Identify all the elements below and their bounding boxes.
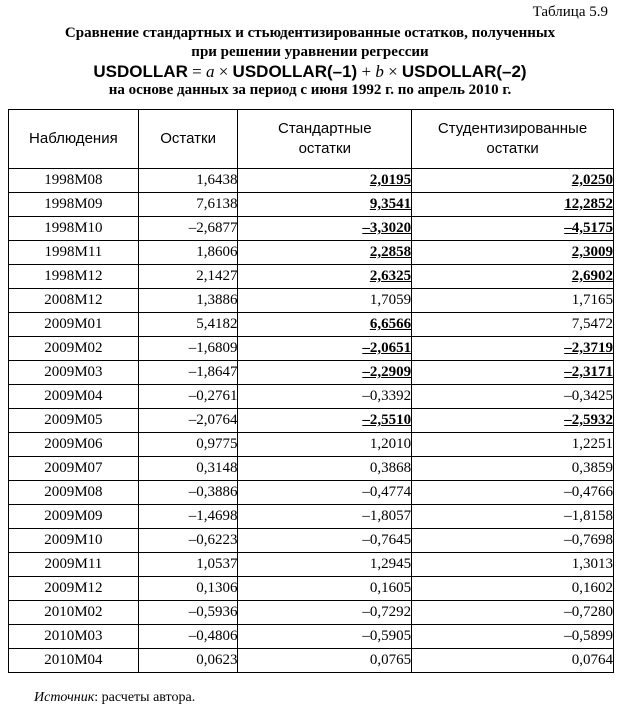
studentized-residual-cell: –2,5932 <box>412 409 614 433</box>
residual-cell: –1,4698 <box>138 505 238 529</box>
observation-cell: 2009M01 <box>9 313 139 337</box>
observation-cell: 2009M11 <box>9 553 139 577</box>
standard-residual-cell: 1,2010 <box>238 433 412 457</box>
col-header-observations: Наблюдения <box>9 110 139 169</box>
table-row <box>9 313 614 337</box>
residual-cell: –2,0764 <box>138 409 238 433</box>
residuals-table <box>8 109 614 673</box>
table-row <box>9 553 614 577</box>
table-row <box>9 529 614 553</box>
studentized-residual-cell: 0,0764 <box>412 649 614 673</box>
table-row <box>9 505 614 529</box>
residual-cell: –1,6809 <box>138 337 238 361</box>
eq-term-2: USDOLLAR(–2) <box>401 62 527 81</box>
observation-cell: 2009M02 <box>9 337 139 361</box>
observation-cell: 2009M07 <box>9 457 139 481</box>
observation-cell: 2009M03 <box>9 361 139 385</box>
observation-cell: 2009M12 <box>9 577 139 601</box>
standard-residual-cell: –0,5905 <box>238 625 412 649</box>
studentized-residual-cell: –0,3425 <box>412 385 614 409</box>
col-header-studentized-residuals: Студентизированные остатки <box>412 110 614 169</box>
observation-cell: 1998M12 <box>9 265 139 289</box>
studentized-residual-cell: –2,3171 <box>412 361 614 385</box>
table-row <box>9 457 614 481</box>
studentized-residual-cell: 0,1602 <box>412 577 614 601</box>
observation-cell: 1998M08 <box>9 169 139 193</box>
table-row <box>9 625 614 649</box>
studentized-residual-cell: –2,3719 <box>412 337 614 361</box>
residual-cell: 0,3148 <box>138 457 238 481</box>
standard-residual-cell: –0,4774 <box>238 481 412 505</box>
table-row <box>9 289 614 313</box>
observation-cell: 2010M04 <box>9 649 139 673</box>
residual-cell: –0,4806 <box>138 625 238 649</box>
residual-cell: –0,2761 <box>138 385 238 409</box>
residual-cell: 0,0623 <box>138 649 238 673</box>
eq-times-1: × <box>214 62 233 81</box>
table-row <box>9 409 614 433</box>
observation-cell: 2009M04 <box>9 385 139 409</box>
table-row <box>9 217 614 241</box>
eq-term-1: USDOLLAR(–1) <box>232 62 358 81</box>
title-line-4: на основе данных за период с июня 1992 г. по апрель 2010 г. <box>108 82 512 98</box>
table-row <box>9 265 614 289</box>
regression-equation <box>0 62 620 81</box>
residual-cell: 0,9775 <box>138 433 238 457</box>
residual-cell: 5,4182 <box>138 313 238 337</box>
standard-residual-cell: –2,0651 <box>238 337 412 361</box>
table-title <box>0 24 620 100</box>
table-row <box>9 169 614 193</box>
standard-residual-cell: 2,6325 <box>238 265 412 289</box>
table-row <box>9 361 614 385</box>
standard-residual-cell: 0,3868 <box>238 457 412 481</box>
residual-cell: –0,3886 <box>138 481 238 505</box>
residual-cell: –0,6223 <box>138 529 238 553</box>
observation-cell: 2010M03 <box>9 625 139 649</box>
studentized-residual-cell: 12,2852 <box>412 193 614 217</box>
residual-cell: 1,0537 <box>138 553 238 577</box>
table-row <box>9 577 614 601</box>
table-row <box>9 385 614 409</box>
studentized-residual-cell: 2,0250 <box>412 169 614 193</box>
standard-residual-cell: 1,7059 <box>238 289 412 313</box>
studentized-residual-cell: 2,3009 <box>412 241 614 265</box>
studentized-residual-cell: –0,4766 <box>412 481 614 505</box>
observation-cell: 2009M09 <box>9 505 139 529</box>
standard-residual-cell: –2,5510 <box>238 409 412 433</box>
standard-residual-cell: –0,3392 <box>238 385 412 409</box>
studentized-residual-cell: 1,7165 <box>412 289 614 313</box>
col-header-standard-residuals: Стандартные остатки <box>238 110 412 169</box>
standard-residual-cell: 0,0765 <box>238 649 412 673</box>
studentized-residual-cell: 1,3013 <box>412 553 614 577</box>
eq-coef-b: b <box>375 62 384 81</box>
standard-residual-cell: –3,3020 <box>238 217 412 241</box>
table-number: Таблица 5.9 <box>532 4 608 20</box>
residual-cell: 1,6438 <box>138 169 238 193</box>
title-line-2: при решении уравнении регрессии <box>191 44 429 60</box>
title-line-1: Сравнение стандартных и стьюдентизированные остатков, полученных <box>64 25 556 41</box>
observation-cell: 2009M05 <box>9 409 139 433</box>
studentized-residual-cell: –0,7280 <box>412 601 614 625</box>
observation-cell: 2009M06 <box>9 433 139 457</box>
table-row <box>9 433 614 457</box>
standard-residual-cell: 1,2945 <box>238 553 412 577</box>
observation-cell: 2010M02 <box>9 601 139 625</box>
table-row <box>9 337 614 361</box>
observation-cell: 1998M10 <box>9 217 139 241</box>
table-row <box>9 481 614 505</box>
eq-coef-a: a <box>205 62 215 81</box>
standard-residual-cell: –1,8057 <box>238 505 412 529</box>
table-row <box>9 601 614 625</box>
observation-cell: 2009M10 <box>9 529 139 553</box>
eq-plus: + <box>357 62 376 81</box>
eq-equals: = <box>187 62 206 81</box>
residual-cell: 0,1306 <box>138 577 238 601</box>
col-header-residuals: Остатки <box>138 110 238 169</box>
observation-cell: 2009M08 <box>9 481 139 505</box>
residual-cell: –1,8647 <box>138 361 238 385</box>
studentized-residual-cell: –1,8158 <box>412 505 614 529</box>
residual-cell: 1,8606 <box>138 241 238 265</box>
table-row <box>9 193 614 217</box>
studentized-residual-cell: –0,5899 <box>412 625 614 649</box>
table-row <box>9 649 614 673</box>
observation-cell: 1998M09 <box>9 193 139 217</box>
studentized-residual-cell: –4,5175 <box>412 217 614 241</box>
studentized-residual-cell: –0,7698 <box>412 529 614 553</box>
studentized-residual-cell: 0,3859 <box>412 457 614 481</box>
residual-cell: 7,6138 <box>138 193 238 217</box>
standard-residual-cell: –0,7292 <box>238 601 412 625</box>
residual-cell: –2,6877 <box>138 217 238 241</box>
source-label: Источник <box>34 690 95 705</box>
standard-residual-cell: 2,0195 <box>238 169 412 193</box>
eq-times-2: × <box>383 62 402 81</box>
studentized-residual-cell: 2,6902 <box>412 265 614 289</box>
standard-residual-cell: 2,2858 <box>238 241 412 265</box>
standard-residual-cell: –2,2909 <box>238 361 412 385</box>
studentized-residual-cell: 7,5472 <box>412 313 614 337</box>
observation-cell: 1998M11 <box>9 241 139 265</box>
standard-residual-cell: 0,1605 <box>238 577 412 601</box>
table-header-row <box>9 110 614 169</box>
standard-residual-cell: –0,7645 <box>238 529 412 553</box>
source-text: : расчеты автора. <box>94 690 196 705</box>
source-note <box>34 690 195 706</box>
table-row <box>9 241 614 265</box>
studentized-residual-cell: 1,2251 <box>412 433 614 457</box>
observation-cell: 2008M12 <box>9 289 139 313</box>
standard-residual-cell: 6,6566 <box>238 313 412 337</box>
residual-cell: 1,3886 <box>138 289 238 313</box>
residual-cell: –0,5936 <box>138 601 238 625</box>
standard-residual-cell: 9,3541 <box>238 193 412 217</box>
eq-lhs: USDOLLAR <box>93 62 188 81</box>
residual-cell: 2,1427 <box>138 265 238 289</box>
